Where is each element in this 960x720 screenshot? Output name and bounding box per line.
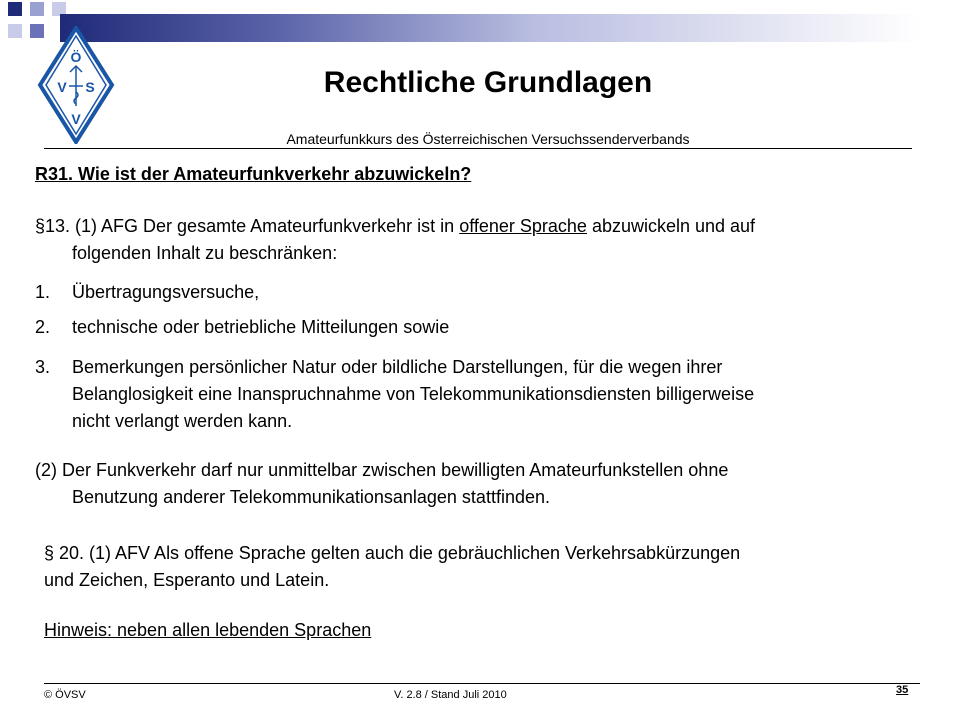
list-number: 2. [35, 317, 51, 337]
list-text-line: nicht verlangt werden kann. [72, 411, 293, 431]
footer-divider [44, 683, 920, 684]
logo-letter-2: V [57, 79, 67, 95]
para1-pre: §13. (1) AFG Der gesamte Amateurfunkverkehr ist in [35, 216, 460, 236]
logo-letter-1: Ö [70, 49, 82, 65]
list-text-line: Bemerkungen persönlicher Natur oder bildliche Darstellungen, für die wegen ihrer [72, 357, 723, 377]
logo-letter-4: V [71, 111, 81, 127]
footer-version: V. 2.8 / Stand Juli 2010 [394, 689, 507, 701]
paragraph-13-2 [35, 457, 925, 511]
list-text-line: Belanglosigkeit eine Inanspruchnahme von Telekommunikationsdiensten billigerweise [72, 384, 755, 404]
list-item [35, 314, 915, 341]
page-title: Rechtliche Grundlagen [323, 66, 653, 99]
para1-emphasis: offener Sprache [459, 216, 587, 236]
page-number: 35 [896, 684, 909, 696]
page-subtitle: Amateurfunkkurs des Österreichischen Versuchssenderverbands [286, 131, 690, 147]
list-text: technische oder betriebliche Mitteilungen sowie [72, 317, 450, 337]
list-number: 3. [35, 357, 51, 377]
para1-line2: folgenden Inhalt zu beschränken: [72, 243, 338, 263]
list-text: Übertragungsversuche, [72, 282, 260, 302]
para1-post: abzuwickeln und auf [586, 216, 756, 236]
para2-line1: (2) Der Funkverkehr darf nur unmittelbar zwischen bewilligten Amateurfunkstellen ohne [35, 460, 729, 480]
para2-line2: Benutzung anderer Telekommunikationsanlagen stattfinden. [72, 487, 550, 507]
list-item [35, 354, 915, 435]
logo-letter-3: S [85, 79, 95, 95]
list-number: 1. [35, 282, 51, 302]
hinweis-note: Hinweis: neben allen lebenden Sprachen [44, 620, 372, 640]
question-heading: R31. Wie ist der Amateurfunkverkehr abzuwickeln? [35, 164, 472, 184]
paragraph-13-1 [35, 213, 925, 267]
header-divider [44, 148, 912, 149]
list-item [35, 279, 915, 306]
para3-line2: und Zeichen, Esperanto und Latein. [44, 570, 330, 590]
header-gradient-bar [60, 14, 920, 42]
para3-line1: § 20. (1) AFV Als offene Sprache gelten auch die gebräuchlichen Verkehrsabkürzungen [44, 543, 741, 563]
footer-copyright: © ÖVSV [44, 689, 86, 701]
paragraph-20-1 [44, 540, 924, 594]
